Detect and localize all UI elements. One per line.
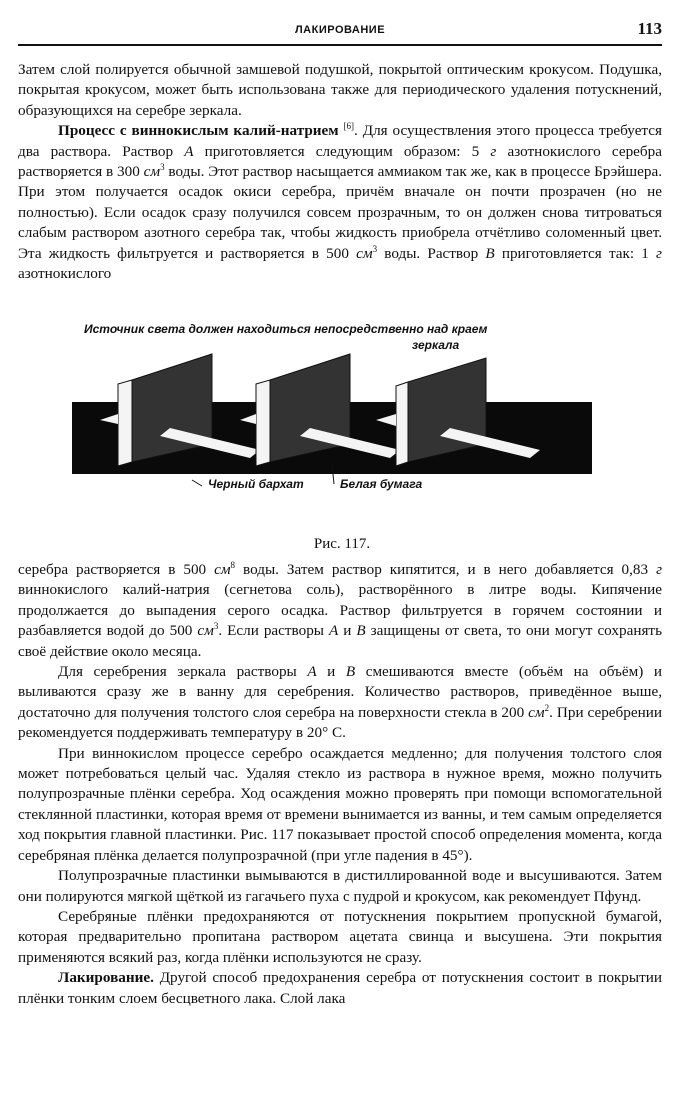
- text-run: воды. Раствор: [377, 244, 486, 262]
- text-run: виннокислого калий-натрия (сегнетова соль), растворённого в литре воды. Кипячение продолжается до выпадения серого осадка. Раствор фильтруется в горячем состоянии и разбавляется водой до 500: [18, 581, 662, 640]
- reference: [6]: [343, 121, 355, 132]
- paragraph-3: [18, 560, 662, 662]
- text-run: B: [345, 663, 356, 681]
- text-run: приготовляется так: 1: [494, 244, 657, 262]
- text-run: см: [528, 703, 545, 721]
- paragraph-1: Затем слой полируется обычной замшевой подушкой, покрытой оптическим крокусом. Подушка, покрытая крокусом, может быть использована также для периодического удаления потускнений, образующихся на серебре зеркала.: [18, 61, 662, 119]
- text-run: защищены от света, то они могут сохранять своё действие около месяца.: [18, 622, 663, 660]
- text-run: воды. Этот раствор насыщается аммиаком так же, как в процессе Брэйшера. При этом получается осадок окиси серебра, причём вначале он почти прозрачен (но не полностью). Если осадок сразу получился совсем прозрачным, то он должен снова титроваться слабым раствором азотного серебра так, чтобы жидкость приобрела отчётливо соломенный цвет. Эта жидкость фильтруется и растворяется в 500: [18, 163, 662, 262]
- text-run: см: [214, 561, 231, 578]
- paragraph-4: [18, 662, 662, 744]
- section-heading: Лакирование.: [58, 969, 154, 987]
- text-run: смешиваются вместе (объём на объём) и выливаются сразу же в ванну для серебрения. Количество растворов, приведённое выше, достаточно для получения толстого слоя серебра на поверхности стекла в 200: [18, 663, 662, 721]
- section-heading: Процесс с виннокислым калий-натрием: [58, 122, 339, 140]
- text-run: . При серебрении рекомендуется поддерживать температуру в 20° С.: [18, 703, 662, 742]
- text-block-bottom: [18, 560, 662, 1009]
- text-block-top: [18, 60, 662, 284]
- paragraph-8: [18, 968, 662, 1009]
- text-run: 3: [372, 243, 378, 254]
- text-run: см: [197, 622, 214, 640]
- text-run: и: [338, 622, 357, 640]
- figure-caption: Рис. 117.: [313, 536, 371, 552]
- figure-label-mirror-edge: зеркала: [412, 338, 460, 352]
- text-run: 8: [230, 559, 236, 570]
- text-run: A: [307, 663, 317, 681]
- text-run: азотнокислого: [18, 265, 112, 283]
- figure-117: [60, 316, 680, 506]
- text-run: азотнокислого серебра растворяется в 300: [18, 142, 662, 181]
- text-run: 3: [160, 161, 165, 172]
- arrow-velvet: [192, 480, 202, 486]
- paragraph-5: При виннокислом процессе серебро осаждается медленно; для получения толстого слоя может потребоваться целый час. Удаляя стекло из раствора в нужное время, можно получить полупрозрачные плёнки серебра. Ход осаждения можно проверять при помощи вспомогательной стеклянной пластинки, которая время от времени вынимается из ванны, и тем самым определяется ход покрытия главной пластинки. Рис. 117 показывает простой способ определения момента, когда серебряная плёнка делается полупрозрачной (при угле падения в 45°).: [18, 744, 662, 864]
- text-run: см: [356, 244, 373, 262]
- text-run: A: [328, 622, 339, 640]
- text-run: г: [656, 561, 662, 578]
- paragraph-7: Серебряные плёнки предохраняются от потускнения покрытием пропускной бумагой, которая предварительно пропитана раствором ацетата свинца и высушена. Эти покрытия применяются всякий раз, когда плёнки используются не сразу.: [18, 907, 662, 966]
- text-run: . Если растворы: [218, 622, 329, 640]
- text-run: . Для осуществления этого процесса требуется два раствора. Раствор: [18, 122, 662, 160]
- page-number: 113: [637, 19, 662, 38]
- figure-label-white-paper: Белая бумага: [340, 477, 423, 491]
- text-run: воды. Затем раствор кипятится, и в него добавляется 0,83: [235, 561, 657, 578]
- text-run: г: [656, 244, 662, 262]
- text-run: г: [490, 142, 497, 160]
- text-run: B: [485, 244, 495, 262]
- figure-label-light-source: Источник света должен находиться непосредственно над краем: [84, 322, 488, 336]
- text-run: Другой способ предохранения серебра от потускнения состоит в покрытии плёнки тонким слоем бесцветного лака. Слой лака: [18, 969, 662, 1007]
- text-run: 3: [213, 621, 219, 632]
- text-run: B: [356, 622, 366, 640]
- figure-label-black-velvet: Черный бархат: [208, 477, 304, 491]
- text-run: см: [143, 163, 161, 181]
- page-header: [18, 18, 662, 46]
- paragraph-6: Полупрозрачные пластинки вымываются в дистиллированной воде и высушиваются. Затем они полируются мягкой щёткой из гагачьего пуха с пудрой и крокусом, как рекомендует Пфунд.: [18, 867, 662, 905]
- text-run: A: [184, 142, 194, 160]
- text-run: 2: [544, 702, 550, 713]
- paragraph-2: [18, 121, 662, 284]
- text-run: серебра растворяется в 500: [18, 561, 215, 578]
- text-run: Для серебрения зеркала растворы: [58, 663, 308, 681]
- running-head: ЛАКИРОВАНИЕ: [294, 24, 386, 36]
- text-run: и: [316, 663, 346, 681]
- text-run: приготовляется следующим образом: 5: [193, 142, 491, 160]
